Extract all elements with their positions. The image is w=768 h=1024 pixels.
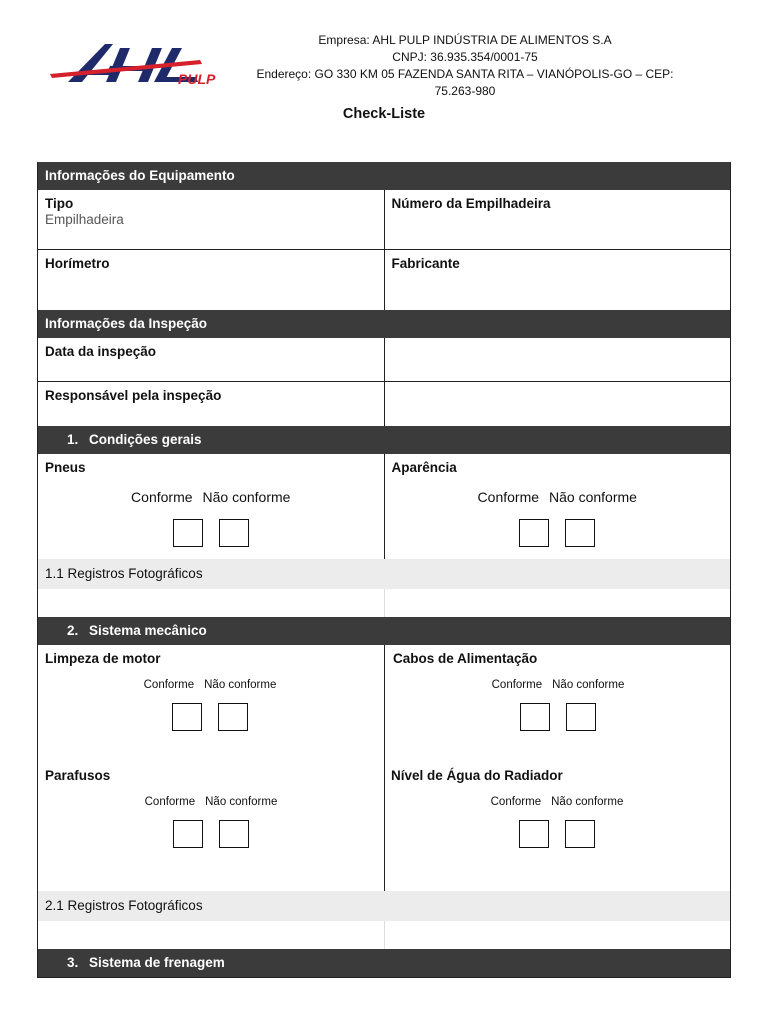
nao-conforme-label: Não conforme	[552, 679, 625, 691]
tipo-value: Empilhadeira	[45, 212, 124, 227]
section-2-title: Sistema mecânico	[89, 623, 207, 638]
section-2-number: 2.	[67, 623, 79, 638]
pneus-checkboxes	[45, 519, 377, 547]
limpeza-motor-options	[45, 679, 375, 691]
cabos-alimentacao-options	[393, 679, 723, 691]
item-aparencia	[384, 454, 731, 559]
row-responsavel	[38, 382, 730, 426]
parafusos-checkboxes	[45, 820, 377, 848]
nivel-agua-checkboxes	[391, 820, 723, 848]
nao-conforme-label: Não conforme	[205, 796, 278, 808]
item-pneus	[38, 454, 384, 559]
conforme-label: Conforme	[131, 489, 193, 505]
section-2-body	[38, 645, 730, 891]
field-data-inspecao[interactable]	[384, 338, 731, 381]
section-2-photos-area[interactable]	[38, 921, 730, 949]
company-logo	[50, 40, 225, 88]
nivel-agua-nao-conforme-checkbox[interactable]	[565, 820, 595, 848]
nao-conforme-label: Não conforme	[549, 489, 637, 505]
section-1-photos-label: 1.1 Registros Fotográficos	[38, 559, 730, 589]
cabos-conforme-checkbox[interactable]	[520, 703, 550, 731]
responsavel-label: Responsável pela inspeção	[45, 388, 222, 403]
section-2-header	[38, 617, 730, 645]
nao-conforme-label: Não conforme	[204, 679, 277, 691]
company-address: Endereço: GO 330 KM 05 FAZENDA SANTA RITA – VIANÓPOLIS-GO – CEP: 75.263-980	[256, 67, 674, 98]
field-numero-empilhadeira[interactable]	[384, 190, 731, 249]
field-horimetro[interactable]	[38, 250, 384, 310]
row-tipo-numero	[38, 190, 730, 250]
item-nivel-agua-radiador	[384, 762, 730, 891]
pneus-conforme-checkbox[interactable]	[173, 519, 203, 547]
nivel-agua-options	[391, 796, 723, 808]
limpeza-motor-label: Limpeza de motor	[45, 651, 161, 666]
parafusos-conforme-checkbox[interactable]	[173, 820, 203, 848]
data-inspecao-label: Data da inspeção	[45, 344, 157, 359]
section-3-number: 3.	[67, 955, 79, 970]
responsavel-label-cell	[38, 382, 384, 426]
conforme-label: Conforme	[477, 489, 540, 505]
section-1-header	[38, 426, 730, 454]
row-data-inspecao	[38, 338, 730, 382]
nivel-agua-label: Nível de Água do Radiador	[391, 768, 563, 783]
company-info	[240, 32, 690, 100]
section-1-title: Condições gerais	[89, 432, 202, 447]
limpeza-motor-checkboxes	[45, 703, 375, 731]
conforme-label: Conforme	[490, 796, 542, 808]
section-3-header	[38, 949, 730, 977]
numero-label: Número da Empilhadeira	[391, 196, 551, 211]
conforme-label: Conforme	[143, 679, 195, 691]
section-1-number: 1.	[67, 432, 79, 447]
pneus-options	[45, 489, 377, 505]
row-motor-cabos	[38, 645, 730, 762]
cabos-alimentacao-label: Cabos de Alimentação	[393, 651, 538, 666]
page-title: Check-Liste	[342, 106, 426, 122]
data-inspecao-label-cell	[38, 338, 384, 381]
conforme-label: Conforme	[144, 796, 196, 808]
cabos-nao-conforme-checkbox[interactable]	[566, 703, 596, 731]
pneus-label: Pneus	[45, 460, 86, 475]
row-parafusos-radiador	[38, 762, 730, 891]
field-fabricante[interactable]	[384, 250, 731, 310]
aparencia-conforme-checkbox[interactable]	[519, 519, 549, 547]
row-horimetro-fabricante	[38, 250, 730, 310]
aparencia-options	[392, 489, 724, 505]
aparencia-label: Aparência	[391, 460, 457, 475]
checklist-form	[37, 162, 731, 978]
section-1-photos-area[interactable]	[38, 589, 730, 617]
section-3-title: Sistema de frenagem	[89, 955, 225, 970]
tipo-label: Tipo	[45, 196, 74, 211]
logo-sub-text: PULP	[178, 71, 216, 87]
horimetro-label: Horímetro	[45, 256, 110, 271]
parafusos-options	[45, 796, 377, 808]
fabricante-label: Fabricante	[391, 256, 460, 271]
cabos-alimentacao-checkboxes	[393, 703, 723, 731]
section-inspection-header: Informações da Inspeção	[38, 310, 730, 338]
parafusos-label: Parafusos	[45, 768, 111, 783]
item-parafusos	[38, 762, 384, 891]
pneus-nao-conforme-checkbox[interactable]	[219, 519, 249, 547]
nao-conforme-label: Não conforme	[551, 796, 624, 808]
field-responsavel[interactable]	[384, 382, 731, 426]
field-tipo[interactable]	[38, 190, 384, 249]
company-name: Empresa: AHL PULP INDÚSTRIA DE ALIMENTOS S.A	[318, 33, 612, 47]
conforme-label: Conforme	[491, 679, 543, 691]
nivel-agua-conforme-checkbox[interactable]	[519, 820, 549, 848]
aparencia-nao-conforme-checkbox[interactable]	[565, 519, 595, 547]
aparencia-checkboxes	[392, 519, 724, 547]
section-equipment-header: Informações do Equipamento	[38, 162, 730, 190]
section-2-photos-label: 2.1 Registros Fotográficos	[38, 891, 730, 921]
row-pneus-aparencia	[38, 454, 730, 559]
limpeza-motor-conforme-checkbox[interactable]	[172, 703, 202, 731]
parafusos-nao-conforme-checkbox[interactable]	[219, 820, 249, 848]
limpeza-motor-nao-conforme-checkbox[interactable]	[218, 703, 248, 731]
company-cnpj: CNPJ: 36.935.354/0001-75	[392, 50, 538, 64]
item-cabos-alimentacao	[382, 645, 730, 762]
item-limpeza-motor	[38, 645, 382, 762]
nao-conforme-label: Não conforme	[202, 489, 291, 505]
